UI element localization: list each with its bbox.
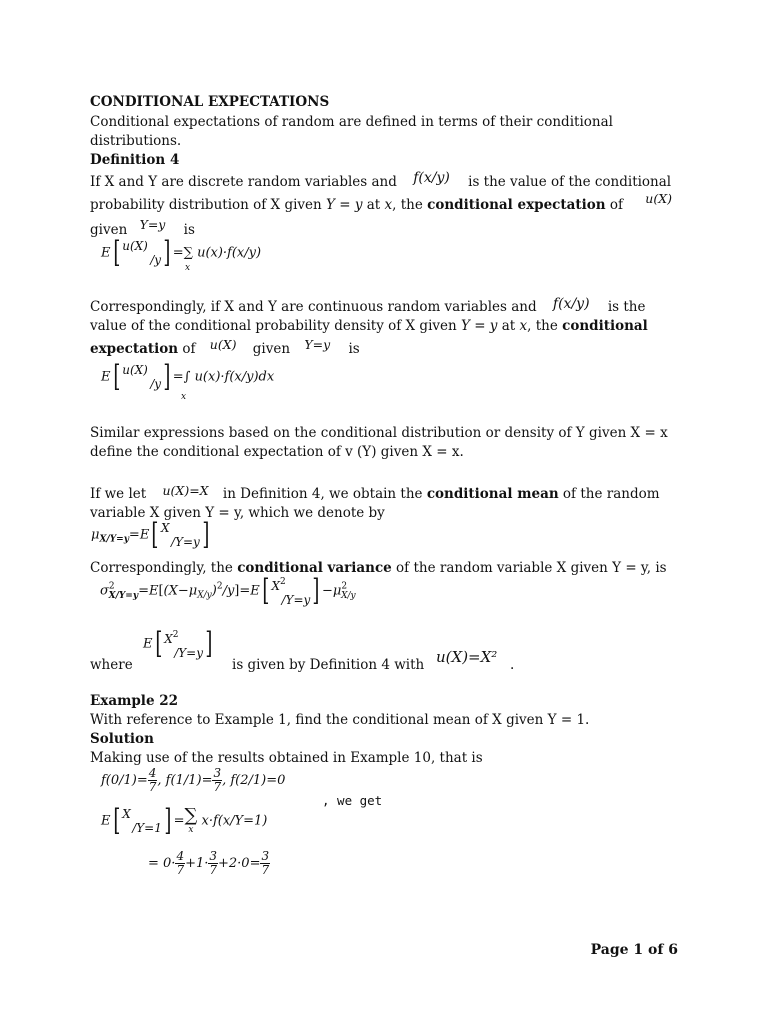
similar-line-2: define the conditional expectation of v (Y) given X = x. [90,444,464,460]
example-22-heading: Example 22 [90,693,179,709]
cmean-line-2: variable X given Y = y, which we denote by [90,505,385,521]
equation-conditional-probabilities: f(0/1)= $\frac{4}{7}$ , f(1/1)= $\frac{3}{7}$ , f(2/1)=0 [101,766,286,794]
equation-conditional-mean: $\mu_{X/Y=y}=E$[ X /Y=y] [91,517,210,552]
equation-conditional-mean-example: E[ X /Y=1] = ∑ x x·f(x/Y=1) [101,803,268,838]
equation-conditional-variance: $\sigma^2_{X/Y=y}=E[(X-\mu_{X/y})^2/y]=E$[ $X^2$ $/Y=y] -\mu^2_{X/y}$ [100,573,356,608]
solution-text: Making use of the results obtained in Example 10, that is [90,750,483,766]
cmean-line-1: If we let u(X)=X in Definition 4, we obtain the conditional mean of the random [90,483,660,502]
cont-line-2: value of the conditional probability density of X given Y = y at x, the conditional [90,318,648,334]
equation-u-x-squared: u(X)=X² [436,648,498,666]
definition-4-heading: Definition 4 [90,152,180,168]
cont-line-3: expectation of u(X) given Y=y is [90,337,360,357]
similar-line-1: Similar expressions based on the conditional distribution or density of Y given X = x [90,425,668,441]
cont-line-1: Correspondingly, if X and Y are continuous random variables and f(x/y) is the [90,296,646,315]
where-line: where [90,657,133,673]
equation-continuous-expectation: E[ u(X) /y] =∫ u(x)·f(x/y)dx x [101,359,275,402]
where-line-continued: is given by Definition 4 with [232,657,425,673]
solution-heading: Solution [90,731,154,747]
def4-line-1: If X and Y are discrete random variables and f(x/y) is the value of the conditional [90,170,672,190]
example-22-text: With reference to Example 1, find the conditional mean of X given Y = 1. [90,712,590,728]
def4-line-2: probability distribution of X given Y = y at x, the conditional expectation of u(X) [90,191,672,213]
intro-line-2: distributions. [90,133,182,149]
equation-discrete-expectation: E[ u(X) /y] =∑ u(x)·f(x/y) x [101,235,262,273]
equation-expectation-x-squared: E[ $X^2$ /Y=y] [143,626,213,661]
we-get-text: , we get [322,793,383,808]
intro-line-1: Conditional expectations of random are defined in terms of their conditional [90,114,613,130]
def4-line-3: given Y=y is [90,217,195,238]
page-number: Page 1 of 6 [590,942,678,958]
cvar-line-1: Correspondingly, the conditional variance of the random variable X given Y = y, is [90,560,667,576]
page-title: CONDITIONAL EXPECTATIONS [90,94,330,110]
equation-result: = 0· $\frac{4}{7}$ +1· $\frac{3}{7}$ +2·0= $\frac{3}{7}$ [148,849,270,877]
where-period: . [510,657,515,673]
